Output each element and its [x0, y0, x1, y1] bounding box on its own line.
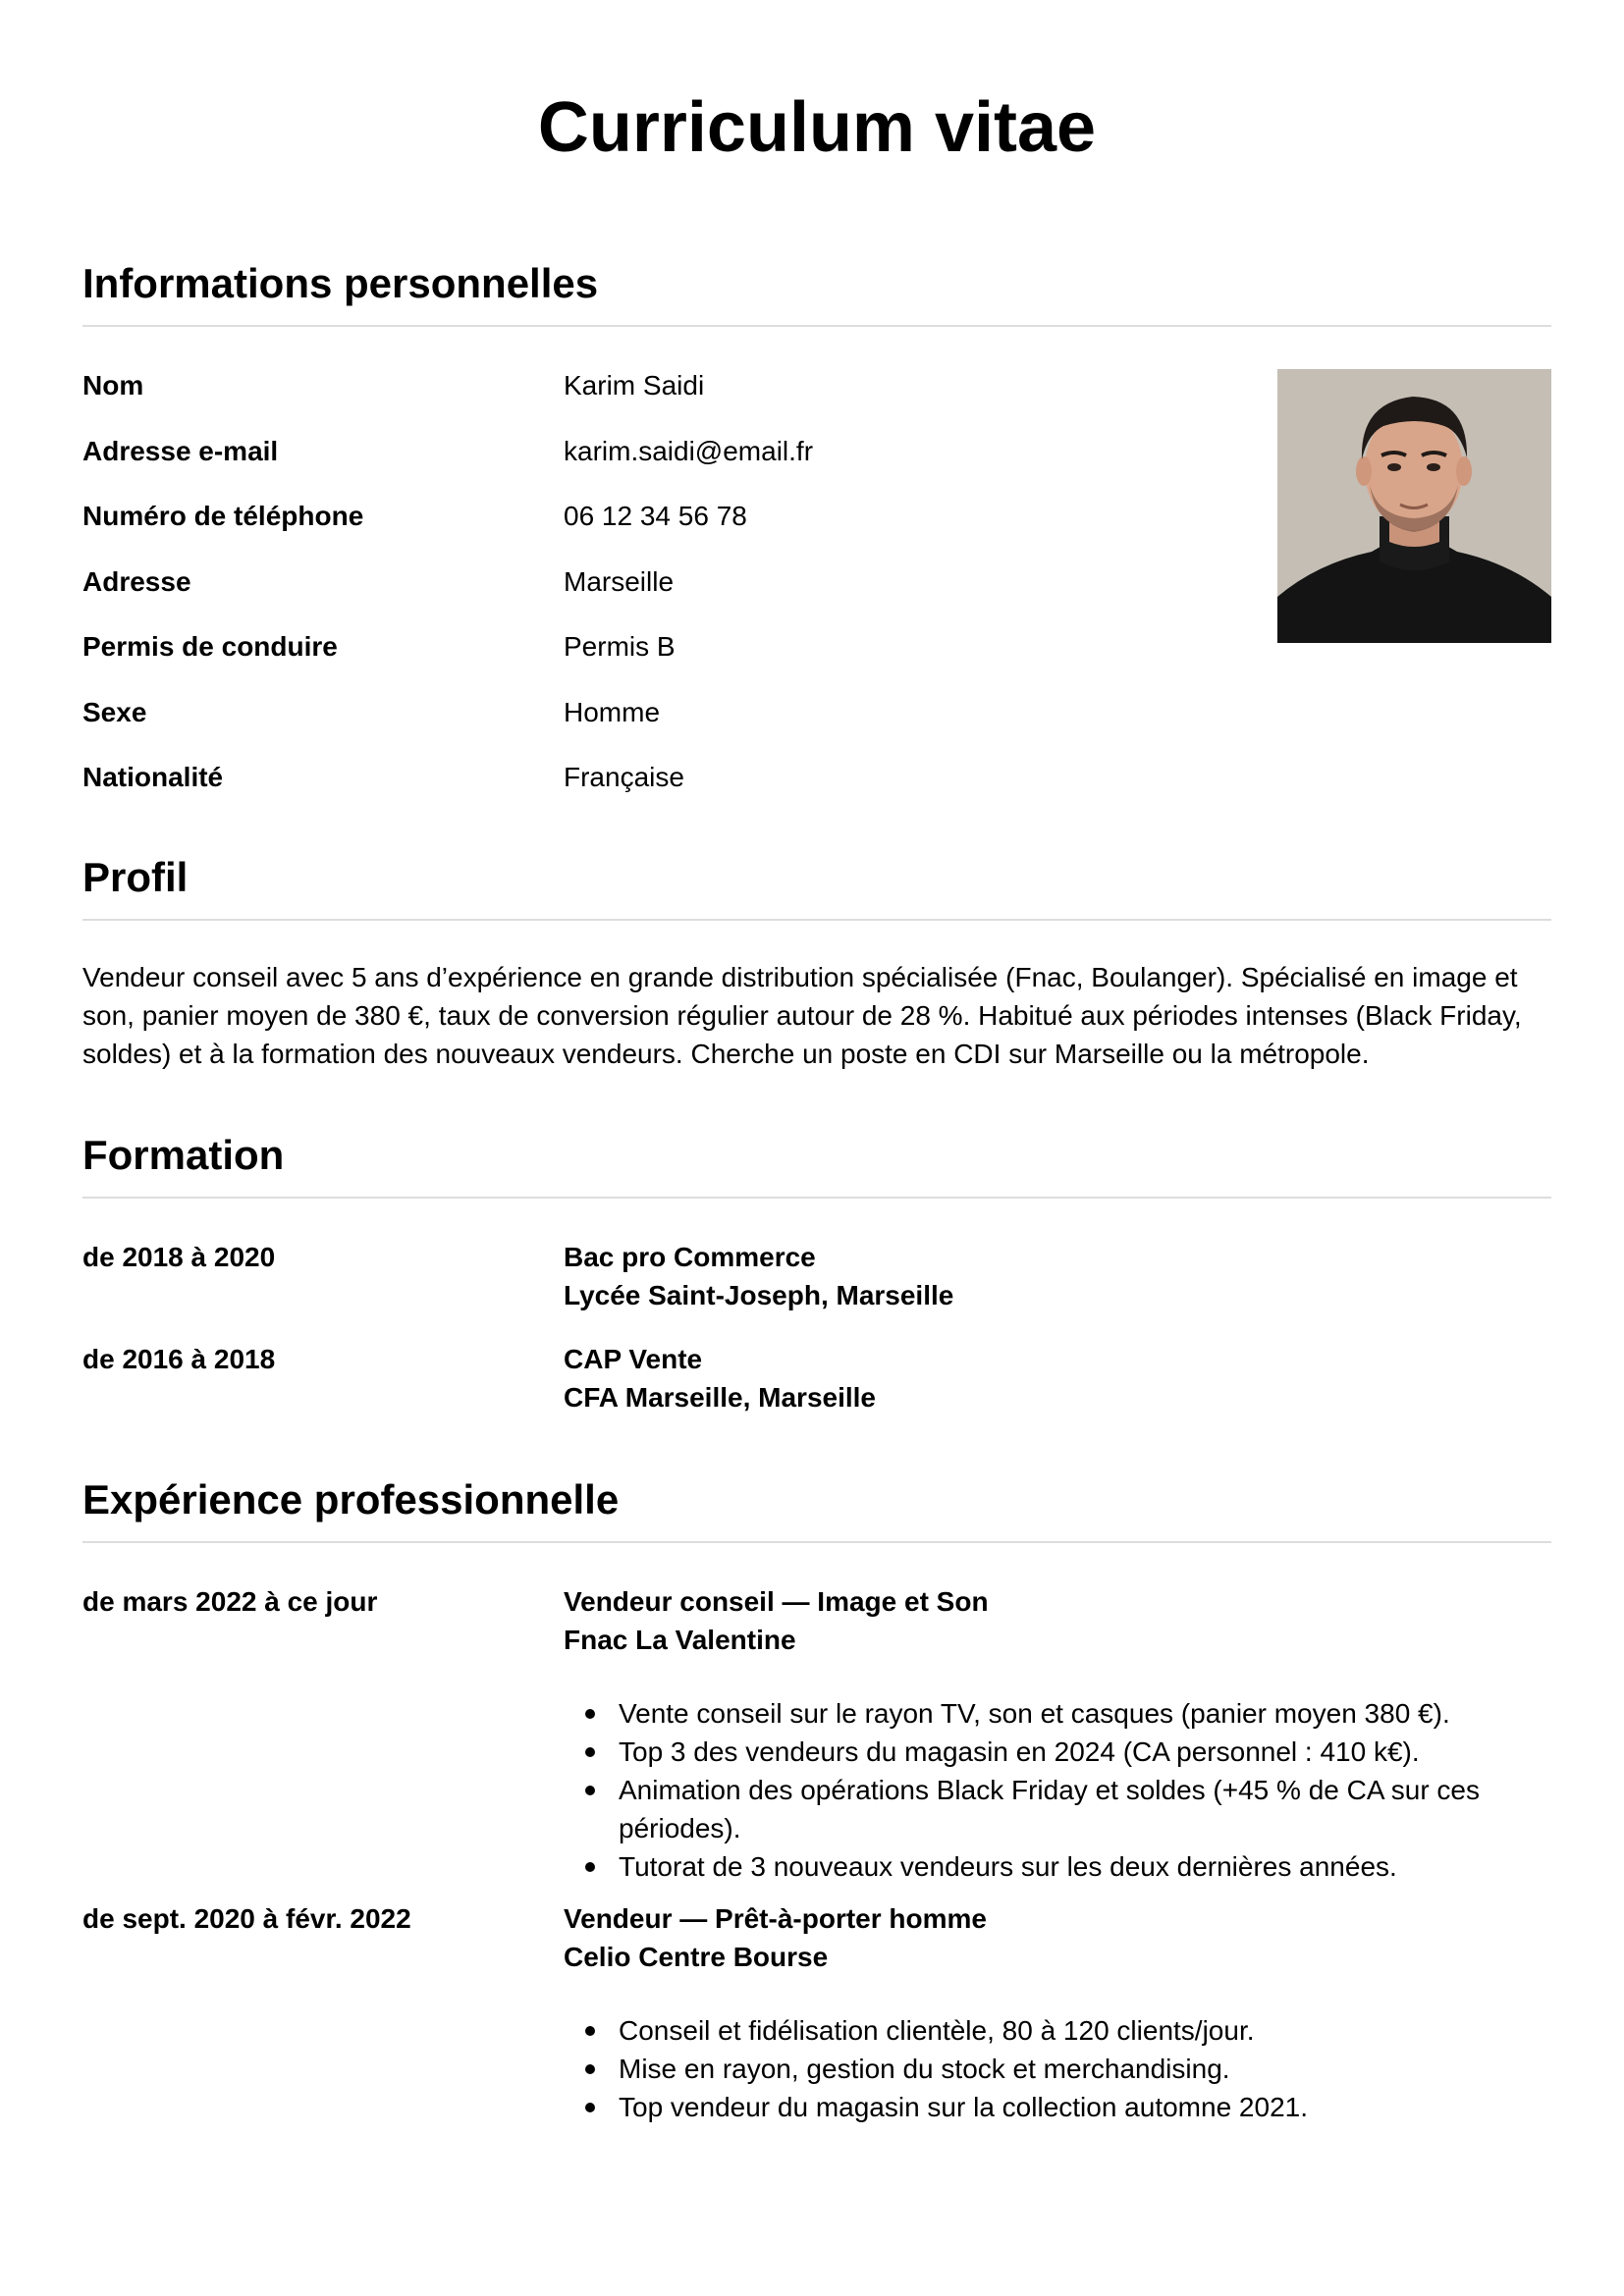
bullet-item: Vente conseil sur le rayon TV, son et casques (panier moyen 380 €).: [619, 1694, 1551, 1733]
profile-text: Vendeur conseil avec 5 ans d’expérience en grande distribution spécialisée (Fnac, Boulanger). Spécialisé en image et son, panier moyen de 380 €, taux de conversion régulier autour de 28 %. Habitué aux périodes intenses (Black Friday, soldes) et à la formation des nouveaux vendeurs. Cherche un poste en CDI sur Marseille ou la métropole.: [82, 962, 1522, 1069]
section-heading: Expérience professionnelle: [82, 1474, 1551, 1543]
info-label: Nom: [82, 370, 144, 400]
profile-photo: [1277, 369, 1551, 643]
experience-period: de mars 2022 à ce jour: [82, 1586, 378, 1617]
experience-entry: [82, 1899, 1551, 2126]
experience-role: Vendeur conseil — Image et Son: [564, 1586, 989, 1617]
info-value: 06 12 34 56 78: [564, 501, 747, 531]
info-value: karim.saidi@email.fr: [564, 435, 814, 466]
info-value: Française: [564, 762, 684, 792]
section-education: [82, 1130, 1551, 1442]
education-entry: [82, 1238, 1551, 1314]
info-value: Permis B: [564, 631, 676, 662]
education-degree: Bac pro Commerce: [564, 1242, 816, 1272]
bullet-item: Animation des opérations Black Friday et soldes (+45 % de CA sur ces périodes).: [619, 1771, 1551, 1847]
info-label: Permis de conduire: [82, 631, 338, 662]
document-title: Curriculum vitae: [537, 88, 1097, 167]
bullet-item: Tutorat de 3 nouveaux vendeurs sur les deux dernières années.: [619, 1847, 1551, 1886]
education-period: de 2016 à 2018: [82, 1344, 276, 1374]
bullet-item: Conseil et fidélisation clientèle, 80 à 120 clients/jour.: [619, 2011, 1551, 2050]
education-degree: CAP Vente: [564, 1344, 703, 1374]
info-row-nationality: [82, 758, 1551, 796]
experience-entry: [82, 1582, 1551, 1886]
info-label: Nationalité: [82, 762, 224, 792]
info-value: Homme: [564, 696, 661, 727]
bullet-item: Top vendeur du magasin sur la collection automne 2021.: [619, 2088, 1551, 2126]
info-label: Sexe: [82, 696, 147, 727]
experience-bullets: [564, 2011, 1551, 2126]
bullet-item: Mise en rayon, gestion du stock et merchandising.: [619, 2050, 1551, 2088]
education-school: CFA Marseille, Marseille: [564, 1382, 876, 1413]
section-heading: Formation: [82, 1130, 1551, 1199]
info-label: Adresse e-mail: [82, 435, 279, 466]
info-value: Karim Saidi: [564, 370, 705, 400]
section-personal-info: [82, 258, 1551, 824]
experience-company: Celio Centre Bourse: [564, 1942, 829, 1972]
experience-company: Fnac La Valentine: [564, 1625, 796, 1655]
section-profile: [82, 852, 1551, 1073]
info-value: Marseille: [564, 565, 675, 597]
info-row-gender: [82, 693, 1551, 731]
info-label: Numéro de téléphone: [82, 501, 364, 531]
portrait-illustration: [1277, 369, 1551, 643]
education-period: de 2018 à 2020: [82, 1242, 276, 1272]
section-heading: Profil: [82, 852, 1551, 921]
experience-period: de sept. 2020 à févr. 2022: [82, 1903, 411, 1934]
education-school: Lycée Saint-Joseph, Marseille: [564, 1280, 954, 1310]
section-experience: [82, 1474, 1551, 2140]
info-label: Adresse: [82, 565, 191, 597]
education-entry: [82, 1340, 1551, 1416]
experience-role: Vendeur — Prêt-à-porter homme: [564, 1903, 987, 1934]
section-heading: Informations personnelles: [82, 258, 1551, 327]
experience-bullets: [564, 1694, 1551, 1886]
bullet-item: Top 3 des vendeurs du magasin en 2024 (CA personnel : 410 k€).: [619, 1733, 1551, 1771]
